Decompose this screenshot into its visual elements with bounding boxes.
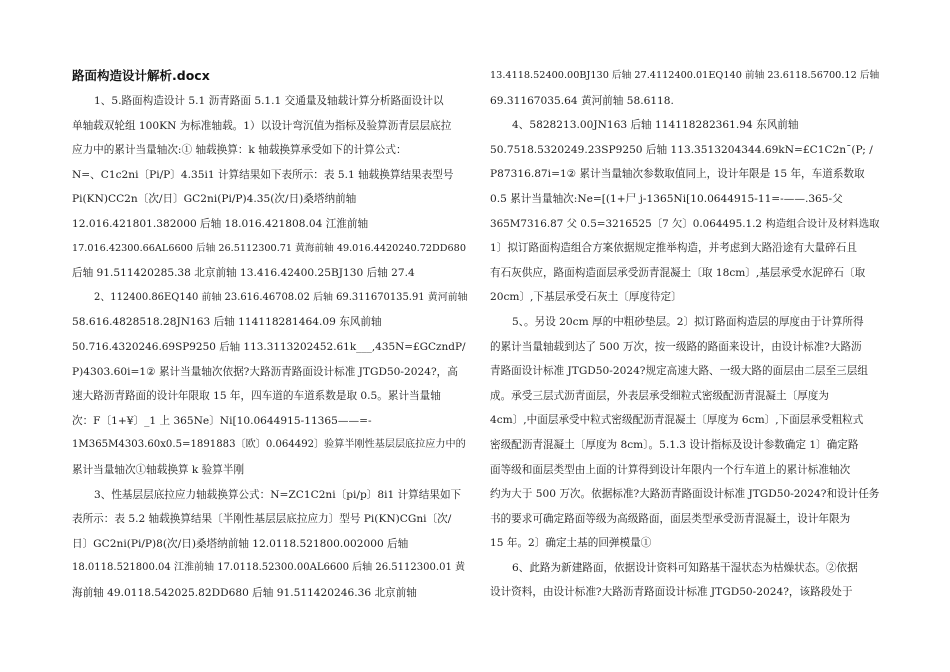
text-line: 4cm〕,中面层承受中粒式密级配沥青混凝土〔厚度为 6cm〕,下面层承受粗粒式 <box>490 414 864 427</box>
left-column <box>72 64 468 605</box>
text-line: 密级配沥青混凝土〔厚度为 8cm〕。5.1.3 设计指标及设计参数确定 1〕确定路 <box>490 438 859 451</box>
document-title: 路面构造设计解析.docx <box>72 68 210 83</box>
text-line: 日〕GC2ni(Pi/P)8(次/日)桑塔纳前轴 12.0118.521800.002000 后轴 <box>72 537 409 550</box>
text-line: 后轴 91.511420285.38 北京前轴 13.416.42400.25BJ130 后轴 27.4 <box>72 267 415 280</box>
text-line: 50.716.4320246.69SP9250 后轴 113.3113202452.61k___,435N=£GCzndP/ <box>72 340 466 353</box>
text-line: 面等级和面层类型由上面的计算得到设计年限内一个行车道上的累计标准轴次 <box>490 463 851 476</box>
right-column-text <box>490 64 882 605</box>
text-line: 0.5 累计当量轴次:Ne=[(1+尸 j-1365Ni[10.0644915-11=-——.365-父 <box>490 192 843 205</box>
text-line: Pi(KN)CC2n〔次/日〕GC2ni(Pi/P)4.35(次/日)桑塔纳前轴 <box>72 193 357 206</box>
text-line: 17.016.42300.66AL6600 后轴 26.5112300.71 黄海前轴 49.016.4420240.72DD680 <box>72 242 466 254</box>
text-line: 365M7316.87 父 0.5=3216525〔7 欠〕0.064495.1.2 构造组合设计及材料选取 <box>490 217 880 230</box>
text-line: 海前轴 49.0118.542025.82DD680 后轴 91.511420246.36 北京前轴 <box>72 586 417 599</box>
text-line: P)4303.60i=1② 累计当量轴次依据?大路沥青路面设计标准 JTGD50-2024?，高 <box>72 365 458 378</box>
text-line: 的累计当量轴载到达了 500 万次，按一级路的路面来设计，由设计标准?大路沥 <box>490 340 862 353</box>
text-line: 速大路沥青路面的设计年限取 15 年，四车道的车道系数是取 0.5。累计当量轴 <box>72 390 441 403</box>
text-line: 单轴载双轮组 100KN 为标准轴载。1）以设计弯沉值为指标及验算沥青层层底拉 <box>72 119 452 132</box>
text-line: 表所示：表 5.2 轴载换算结果〔半刚性基层层底拉应力〕型号 Pi(KN)CGni〔次/ <box>72 513 452 526</box>
text-line: 1、5.路面构造设计 5.1 沥青路面 5.1.1 交通量及轴载计算分析路面设计以 <box>94 95 444 107</box>
text-line: 应力中的累计当量轴次:① 轴载换算：k 轴载换算承受如下的计算公式： <box>72 144 407 157</box>
text-line: N=、C1c2ni〔Pi/P〕4.35i1 计算结果如下表所示：表 5.1 轴载换算结果表型号 <box>72 168 454 181</box>
text-line: 12.016.421801.382000 后轴 18.016.421808.04 江淮前轴 <box>72 217 369 230</box>
left-column-text <box>72 89 468 605</box>
text-line: P87316.87i=1② 累计当量轴次参数取值同上，设计年限是 15 年，车道系数取 <box>490 168 865 181</box>
text-line: 设计资料，由设计标准?大路沥青路面设计标准 JTGD50-2024?，该路段处于 <box>490 586 853 599</box>
text-line: 约为大于 500 万次。依据标准?大路沥青路面设计标准 JTGD50-2024?和设计任务 <box>490 488 880 501</box>
text-line: 5、。另设 20cm 厚的中粗砂垫层。2〕拟订路面构造层的厚度由于计算所得 <box>512 315 864 328</box>
text-line: 青路面设计标准 JTGD50-2024?规定高速大路、一级大路的面层由二层至三层组 <box>490 365 868 378</box>
text-line: 13.4118.52400.00BJ130 后轴 27.4112400.01EQ140 前轴 23.6118.56700.12 后轴 <box>490 70 880 81</box>
text-line: 4、5828213.00JN163 后轴 114118282361.94 东风前轴 <box>512 119 799 132</box>
text-line: 书的要求可确定路面等级为高级路面，面层类型承受沥青混凝土，设计年限为 <box>490 512 851 525</box>
text-line: 15 年。2〕确定土基的回弹模量① <box>490 537 652 550</box>
text-line: 50.7518.5320249.23SP9250 后轴 113.3513204344.69kN=£C1C2n¯(P; / <box>490 143 873 156</box>
text-line: 1M365M4303.60x0.5=1891883〔欧〕0.064492〕验算半刚性基层层底拉应力中的 <box>72 439 466 451</box>
text-line: 69.31167035.64 黄河前轴 58.6118. <box>490 94 674 107</box>
text-line: 有石灰供应，路面构造面层承受沥青混凝土〔取 18cm〕,基层承受水泥碎石〔取 <box>490 266 866 279</box>
text-line: 3、性基层层底拉应力轴载换算公式：N=ZC1C2ni〔pi/p〕8i1 计算结果如下 <box>94 488 462 501</box>
text-line: 2、112400.86EQ140 前轴 23.616.46708.02 后轴 69.311670135.91 黄河前轴 <box>94 291 468 303</box>
text-line: 次：F〔1+¥〕_1 上 365Ne〕Ni[10.0644915-11365——=- <box>72 414 372 427</box>
text-line: 18.0118.521800.04 江淮前轴 17.0118.52300.00AL6600 后轴 26.5112300.01 黄 <box>72 562 466 574</box>
text-line: 6、此路为新建路面，依据设计资料可知路基干湿状态为枯燥状态。②依据 <box>512 561 858 574</box>
text-line: 成。承受三层式沥青面层，外表层承受细粒式密级配沥青混凝土〔厚度为 <box>490 389 829 402</box>
text-line: 1〕拟订路面构造组合方案依据规定推举构造，并考虑到大路沿途有大量碎石且 <box>490 242 857 255</box>
text-line: 58.616.4828518.28JN163 后轴 114118281464.09 东风前轴 <box>72 316 382 329</box>
right-column <box>490 64 882 605</box>
text-line: 累计当量轴次①轴载换算 k 验算半刚 <box>72 463 245 476</box>
text-line: 20cm〕,下基层承受石灰土〔厚度待定〕 <box>490 291 682 304</box>
